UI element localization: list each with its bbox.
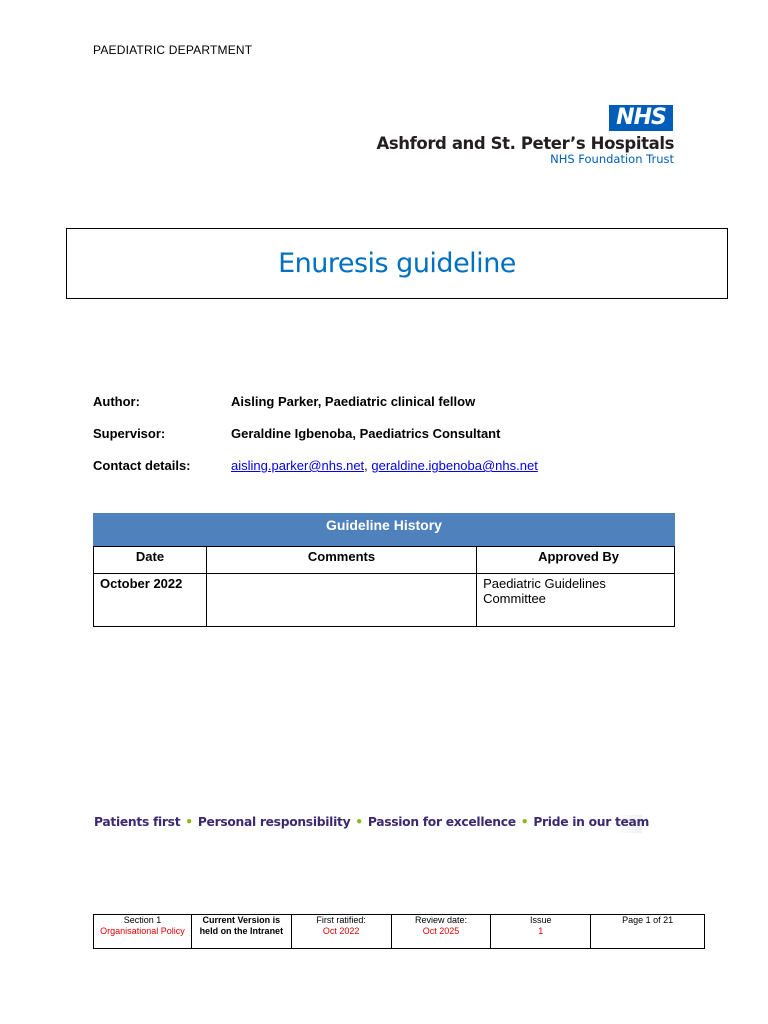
document-footer bbox=[93, 914, 705, 949]
trust-subtitle: NHS Foundation Trust bbox=[550, 152, 674, 166]
separator-dot-icon: • bbox=[520, 815, 529, 829]
author-label: Author: bbox=[93, 394, 140, 409]
footer-review-date bbox=[391, 915, 491, 949]
value-item: Personal responsibility bbox=[197, 815, 351, 829]
value-item: Pride in our team bbox=[533, 815, 650, 829]
email-link-supervisor[interactable]: geraldine.igbenoba@nhs.net bbox=[371, 458, 538, 473]
value-item: Passion for excellence bbox=[367, 815, 516, 829]
footer-review-label: Review date: bbox=[414, 915, 467, 925]
author-value: Aisling Parker, Paediatric clinical fellow bbox=[231, 394, 476, 409]
history-table bbox=[93, 546, 675, 627]
trust-values-strip bbox=[94, 815, 650, 833]
footer-first-ratified-value: Oct 2022 bbox=[322, 926, 360, 936]
footer-first-ratified-label: First ratified: bbox=[316, 915, 366, 925]
department-header: PAEDIATRIC DEPARTMENT bbox=[93, 43, 253, 57]
email-link-author[interactable]: aisling.parker@nhs.net bbox=[231, 458, 365, 473]
trust-name: Ashford and St. Peter’s Hospitals bbox=[376, 134, 674, 153]
history-header-row bbox=[94, 547, 675, 574]
footer-issue-value: 1 bbox=[538, 926, 544, 936]
footer-issue-label: Issue bbox=[530, 915, 552, 925]
column-header-comments: Comments bbox=[206, 547, 476, 574]
column-header-date: Date bbox=[94, 547, 207, 574]
supervisor-value: Geraldine Igbenoba, Paediatrics Consultant bbox=[231, 426, 501, 441]
title-box bbox=[66, 228, 728, 299]
footer-review-value: Oct 2025 bbox=[422, 926, 460, 936]
nhs-logo: NHS bbox=[609, 105, 673, 131]
footer-page-number: Page 1 of 21 bbox=[591, 915, 705, 949]
separator-dot-icon: • bbox=[355, 815, 363, 829]
footer-section bbox=[94, 915, 192, 949]
history-approved-by: Paediatric Guidelines Committee bbox=[477, 574, 675, 627]
contact-separator: , bbox=[364, 458, 372, 473]
supervisor-label: Supervisor: bbox=[93, 426, 166, 441]
footer-first-ratified bbox=[291, 915, 391, 949]
history-title: Guideline History bbox=[93, 513, 675, 547]
footer-issue bbox=[491, 915, 591, 949]
contact-label: Contact details: bbox=[93, 458, 191, 473]
history-date: October 2022 bbox=[94, 574, 207, 627]
document-title: Enuresis guideline bbox=[278, 248, 516, 279]
footer-section-value: Organisational Policy bbox=[100, 926, 185, 936]
contact-value bbox=[231, 458, 538, 473]
footer-current-version: Current Version is held on the Intranet bbox=[191, 915, 291, 949]
history-comments bbox=[206, 574, 476, 627]
value-item: Patients first bbox=[94, 815, 181, 829]
column-header-approved-by: Approved By bbox=[477, 547, 675, 574]
separator-dot-icon: • bbox=[185, 815, 193, 829]
footer-section-label: Section 1 bbox=[123, 915, 162, 925]
table-row bbox=[94, 574, 675, 627]
